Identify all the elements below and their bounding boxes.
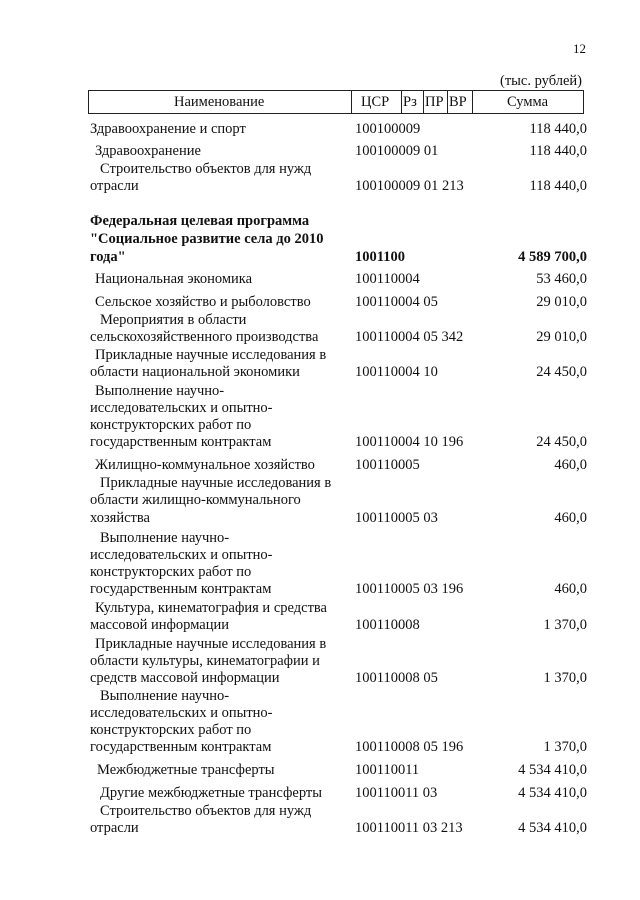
row-code: 100110005 03 196 <box>355 581 464 597</box>
row-name: Мероприятия в области <box>100 312 247 328</box>
units-label: (тыс. рублей) <box>500 73 582 89</box>
row-code: 100110008 05 196 <box>355 739 464 755</box>
header-name: Наименование <box>174 94 265 110</box>
program-title: года" <box>90 249 126 265</box>
row-name: конструкторских работ по <box>90 722 252 738</box>
row-name: конструкторских работ по <box>90 417 252 433</box>
row-sum: 4 534 410,0 <box>518 762 587 778</box>
row-name: государственным контрактам <box>90 581 272 597</box>
row-code: 100110005 <box>355 457 420 473</box>
row-code: 100110004 10 <box>355 364 438 380</box>
row-code: 100110011 03 213 <box>355 820 463 836</box>
row-sum: 4 589 700,0 <box>518 249 587 265</box>
row-name: конструкторских работ по <box>90 564 252 580</box>
header-csr: ЦСР <box>361 94 390 110</box>
table-header <box>88 90 584 114</box>
row-code: 100110004 <box>355 271 420 287</box>
row-sum: 24 450,0 <box>536 434 587 450</box>
row-name: Прикладные научные исследования в <box>95 347 327 363</box>
row-sum: 29 010,0 <box>536 329 587 345</box>
row-code: 100100009 01 213 <box>355 178 464 194</box>
row-name: Прикладные научные исследования в <box>100 475 332 491</box>
row-name: Другие межбюджетные трансферты <box>100 785 322 801</box>
row-name: Культура, кинематография и средства <box>95 600 327 616</box>
header-sum: Сумма <box>507 94 549 110</box>
page-number: 12 <box>573 41 586 56</box>
row-sum: 29 010,0 <box>536 294 587 310</box>
row-sum: 1 370,0 <box>543 670 587 686</box>
row-code: 100110011 <box>355 762 420 778</box>
row-name: сельскохозяйственного производства <box>90 329 319 345</box>
header-rz: Рз <box>403 94 417 110</box>
row-name: области жилищно-коммунального <box>90 492 301 508</box>
program-title: Федеральная целевая программа <box>90 213 310 229</box>
row-code: 100110011 03 <box>355 785 438 801</box>
row-sum: 1 370,0 <box>543 617 587 633</box>
row-name: Здравоохранение и спорт <box>90 121 246 137</box>
row-code: 100100009 <box>355 121 421 137</box>
row-name: Межбюджетные трансферты <box>97 762 275 778</box>
row-sum: 460,0 <box>554 457 587 473</box>
row-name: массовой информации <box>90 617 230 633</box>
row-name: средств массовой информации <box>90 670 280 686</box>
row-name: хозяйства <box>90 510 150 526</box>
row-name: Жилищно-коммунальное хозяйство <box>95 457 315 473</box>
row-name: Национальная экономика <box>95 271 253 287</box>
row-sum: 118 440,0 <box>529 121 587 137</box>
row-name: отрасли <box>90 820 139 836</box>
row-code: 1001100 <box>355 249 405 265</box>
row-name: исследовательских и опытно- <box>90 400 273 416</box>
row-name: Выполнение научно- <box>100 530 230 546</box>
header-vr: ВР <box>449 94 467 110</box>
row-name: государственным контрактам <box>90 739 272 755</box>
row-name: государственным контрактам <box>90 434 272 450</box>
row-name: исследовательских и опытно- <box>90 705 273 721</box>
row-sum: 1 370,0 <box>543 739 587 755</box>
row-code: 100110008 <box>355 617 420 633</box>
row-code: 100110005 03 <box>355 510 438 526</box>
program-title: "Социальное развитие села до 2010 <box>90 231 324 247</box>
row-sum: 460,0 <box>554 581 587 597</box>
row-name: Здравоохранение <box>95 143 201 159</box>
row-sum: 24 450,0 <box>536 364 587 380</box>
row-name: Строительство объектов для нужд <box>100 803 312 819</box>
row-code: 100110004 10 196 <box>355 434 464 450</box>
row-name: Строительство объектов для нужд <box>100 161 312 177</box>
row-name: Выполнение научно- <box>95 383 225 399</box>
row-code: 100100009 01 <box>355 143 439 159</box>
row-name: Сельское хозяйство и рыболовство <box>95 294 311 310</box>
row-sum: 460,0 <box>554 510 587 526</box>
row-name: Выполнение научно- <box>100 688 230 704</box>
row-sum: 53 460,0 <box>536 271 587 287</box>
row-code: 100110004 05 <box>355 294 438 310</box>
row-sum: 4 534 410,0 <box>518 785 587 801</box>
row-name: области культуры, кинематографии и <box>90 653 320 669</box>
row-code: 100110008 05 <box>355 670 438 686</box>
row-sum: 118 440,0 <box>529 178 587 194</box>
row-name: отрасли <box>90 178 139 194</box>
row-name: Прикладные научные исследования в <box>95 636 327 652</box>
row-name: области национальной экономики <box>90 364 300 380</box>
row-sum: 4 534 410,0 <box>518 820 587 836</box>
header-pr: ПР <box>425 94 444 110</box>
row-code: 100110004 05 342 <box>355 329 464 345</box>
row-name: исследовательских и опытно- <box>90 547 273 563</box>
row-sum: 118 440,0 <box>529 143 587 159</box>
